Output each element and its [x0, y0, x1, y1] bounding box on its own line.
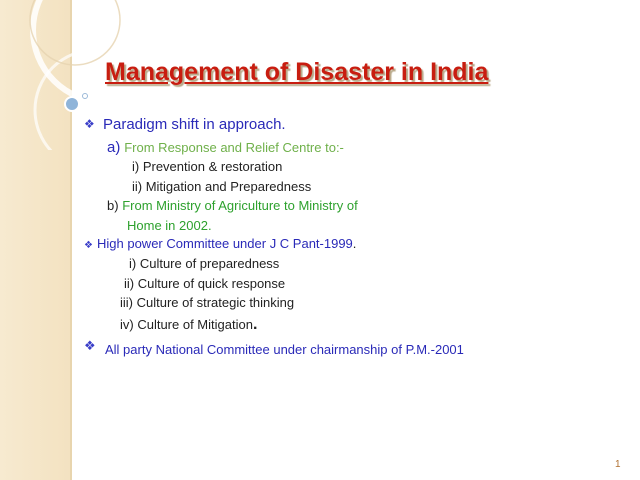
subitem-b-text-2: Home in 2002. — [127, 218, 212, 233]
subitem-a-ii: ii) Mitigation and Preparedness — [132, 179, 312, 194]
subitem-c-ii: ii) Culture of quick response — [124, 276, 286, 291]
subitem-c-iv — [120, 316, 257, 334]
subitem-a-i: i) Prevention & restoration — [132, 159, 283, 174]
bullet-paradigm-shift: Paradigm shift in approach. — [103, 116, 286, 133]
page-number: 1 — [615, 459, 621, 470]
bullet-high-power-committee — [97, 236, 356, 251]
diamond-bullet-icon: ❖ — [84, 240, 93, 251]
slide-title: Management of Disaster in India — [105, 58, 489, 86]
subitem-c-iii: iii) Culture of strategic thinking — [120, 295, 295, 310]
blue-dot-icon — [65, 97, 79, 111]
subitem-b-text-1: From Ministry of Agriculture to Ministry of — [122, 198, 358, 213]
subitem-a — [107, 139, 344, 156]
diamond-bullet-icon: ❖ — [84, 339, 96, 354]
subitem-c-iv-period: . — [252, 316, 258, 333]
bullet-high-power-committee-text: High power Committee under J C Pant-1999 — [97, 236, 353, 251]
subitem-a-marker: a) — [107, 139, 121, 156]
subitem-a-text: From Response and Relief Centre to:- — [124, 140, 344, 155]
subitem-c-iv-text: iv) Culture of Mitigation — [120, 317, 253, 332]
subitem-b-marker: b) — [107, 198, 119, 213]
diamond-bullet-icon: ❖ — [84, 117, 95, 131]
bullet-all-party-committee: All party National Committee under chairmanship of P.M.-2001 — [105, 342, 464, 357]
bullet-high-power-committee-period: . — [352, 236, 357, 251]
subitem-c-i: i) Culture of preparedness — [129, 256, 280, 271]
subitem-b — [107, 198, 358, 213]
